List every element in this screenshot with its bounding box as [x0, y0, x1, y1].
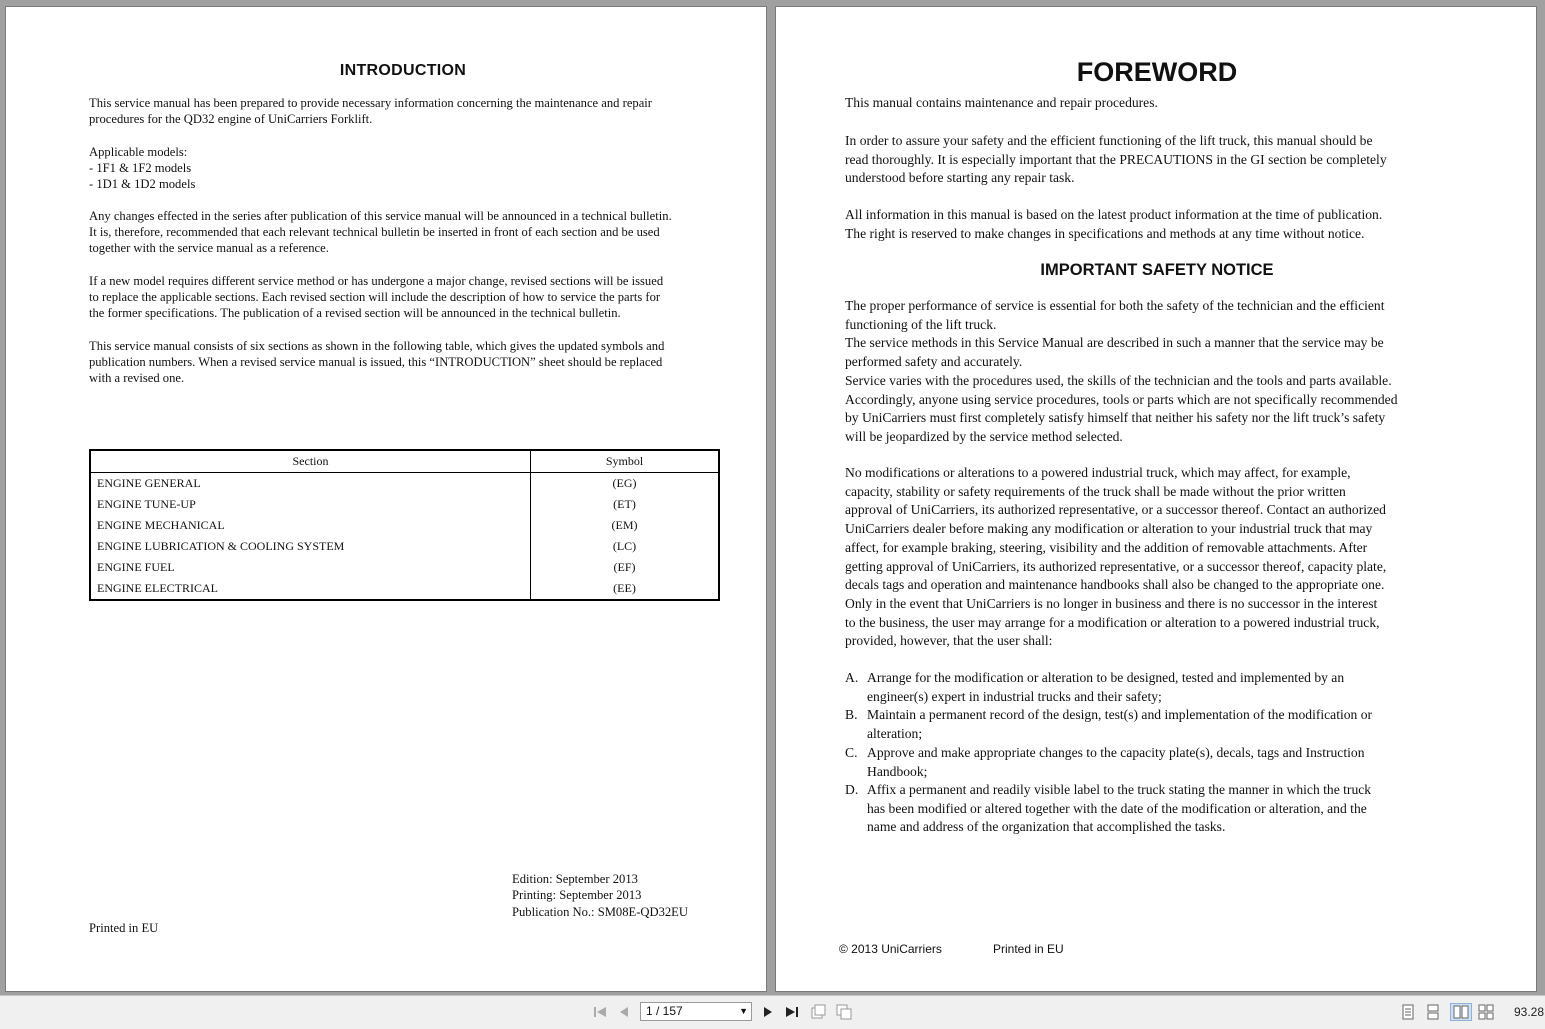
previous-page-icon[interactable]: [616, 1004, 632, 1020]
text-line: UniCarriers dealer before making any modification or alteration to your industrial truck that may: [845, 521, 1373, 537]
foreword-intro: This manual contains maintenance and repair procedures.: [845, 95, 1158, 110]
single-page-view-icon[interactable]: [1400, 1004, 1416, 1020]
publication-number: Publication No.: SM08E-QD32EU: [512, 904, 688, 919]
text-line: engineer(s) expert in industrial trucks and their safety;: [867, 688, 1162, 704]
text-line: together with the service manual as a reference.: [89, 241, 329, 256]
printed-in-right: Printed in EU: [993, 942, 1064, 956]
text-line: The service methods in this Service Manual are described in such a manner that the service may be: [845, 335, 1384, 351]
list-item: [845, 781, 1473, 837]
list-item: [845, 744, 1473, 781]
table-row: [90, 536, 719, 557]
previous-view-icon[interactable]: [810, 1004, 826, 1020]
text-line: Maintain a permanent record of the design, test(s) and implementation of the modification or: [867, 707, 1373, 722]
applicable-models: [89, 144, 719, 193]
edition: Edition: September 2013: [512, 872, 638, 886]
text-line: Only in the event that UniCarriers is no longer in business and there is no successor in the interest: [845, 595, 1378, 611]
zoom-level[interactable]: 93.28: [1514, 1005, 1545, 1019]
text-line: Service varies with the procedures used, the skills of the technician and the tools and parts available.: [845, 372, 1392, 388]
list-letter: A.: [845, 670, 859, 685]
text-line: Handbook;: [867, 763, 928, 779]
text-line: This service manual has been prepared to provide necessary information concerning the maintenance and repair: [89, 96, 652, 110]
intro-paragraph-1: [89, 95, 719, 127]
viewer-toolbar: [0, 995, 1545, 1029]
text-line: Approve and make appropriate changes to the capacity plate(s), decals, tags and Instruction: [867, 745, 1365, 760]
section-cell: ENGINE LUBRICATION & COOLING SYSTEM: [97, 539, 345, 553]
safety-notice-paragraph-1: [845, 297, 1473, 447]
last-page-icon[interactable]: [784, 1004, 800, 1020]
list-letter: D.: [845, 782, 859, 797]
text-line: It is, therefore, recommended that each relevant technical bulletin be inserted in front of each section and be used: [89, 225, 660, 240]
table-header-row: [90, 450, 719, 473]
text-line: All information in this manual is based on the latest product information at the time of publication.: [845, 207, 1383, 222]
copyright: © 2013 UniCarriers: [839, 942, 942, 956]
text-line: has been modified or altered together with the date of the modification or alteration, and the: [867, 800, 1367, 816]
text-line: performed safety and accurately.: [845, 354, 1023, 370]
page-left: [5, 6, 767, 992]
edition-info: [512, 871, 688, 920]
text-line: The proper performance of service is essential for both the safety of the technician and the efficient: [845, 298, 1385, 313]
list-letter: C.: [845, 745, 858, 760]
safety-notice-title: IMPORTANT SAFETY NOTICE: [1040, 261, 1274, 279]
printing: Printing: September 2013: [512, 888, 642, 903]
page-number-select[interactable]: [640, 1002, 752, 1021]
symbol-cell: (EE): [531, 578, 720, 600]
text-line: functioning of the lift truck.: [845, 316, 997, 332]
symbol-cell: (EG): [531, 473, 720, 495]
section-cell: ENGINE MECHANICAL: [97, 518, 225, 532]
text-line: decals tags and operation and maintenance handbooks shall also be changed to the appropriate one.: [845, 577, 1385, 593]
first-page-icon[interactable]: [592, 1004, 608, 1020]
section-cell: ENGINE FUEL: [97, 560, 175, 574]
continuous-view-icon[interactable]: [1425, 1004, 1441, 1020]
two-page-continuous-icon[interactable]: [1478, 1004, 1494, 1020]
next-view-icon[interactable]: [836, 1004, 852, 1020]
text-line: Any changes effected in the series after publication of this service manual will be announced in a technical bulletin.: [89, 209, 672, 223]
text-line: will be jeopardized by the service method selected.: [845, 428, 1123, 444]
page-title-foreword: FOREWORD: [1076, 57, 1238, 87]
text-line: capacity, stability or safety requirements of the truck shall be made without the prior written: [845, 483, 1346, 499]
list-item: [845, 669, 1473, 706]
text-line: getting approval of UniCarriers, its authorized representative, or a successor thereof, capacity plate,: [845, 558, 1387, 574]
text-line: - 1F1 & 1F2 models: [89, 161, 192, 176]
symbol-cell: (EM): [531, 515, 720, 536]
text-line: publication numbers. When a revised service manual is issued, this “INTRODUCTION” sheet should be replaced: [89, 355, 663, 370]
text-line: alteration;: [867, 725, 923, 741]
text-line: to the business, the user may arrange for a modification or alteration to a powered industrial truck,: [845, 614, 1380, 630]
text-line: If a new model requires different service method or has undergone a major change, revised sections will be issued: [89, 274, 664, 288]
text-line: No modifications or alterations to a powered industrial truck, which may affect, for example,: [845, 465, 1351, 480]
text-line: - 1D1 & 1D2 models: [89, 177, 196, 192]
text-line: affect, for example braking, steering, visibility and the addition of removable attachments. After: [845, 539, 1368, 555]
text-line: read thoroughly. It is especially important that the PRECAUTIONS in the GI section be completely: [845, 151, 1387, 167]
two-page-view-icon[interactable]: [1450, 1003, 1472, 1021]
intro-paragraph-3: [89, 208, 719, 257]
section-cell: ENGINE ELECTRICAL: [97, 581, 218, 595]
safety-notice-paragraph-2: [845, 464, 1473, 651]
foreword-safety-paragraph: [845, 132, 1473, 188]
table-row: [90, 473, 719, 495]
text-line: understood before starting any repair task.: [845, 170, 1075, 186]
page-title-introduction: INTRODUCTION: [339, 62, 467, 79]
text-line: with a revised one.: [89, 371, 185, 386]
symbol-cell: (LC): [531, 536, 720, 557]
printed-in-left: Printed in EU: [89, 921, 159, 935]
list-item: [845, 706, 1473, 743]
table-header-symbol: Symbol: [531, 450, 720, 473]
section-cell: ENGINE GENERAL: [97, 476, 201, 490]
text-line: Applicable models:: [89, 145, 188, 159]
list-letter: B.: [845, 707, 858, 722]
text-line: procedures for the QD32 engine of UniCarriers Forklift.: [89, 112, 373, 127]
text-line: to replace the applicable sections. Each revised section will include the description of how to service the parts for: [89, 290, 661, 305]
table-row: [90, 494, 719, 515]
text-line: name and address of the organization that accomplished the tasks.: [867, 819, 1226, 835]
symbol-cell: (EF): [531, 557, 720, 578]
table-row: [90, 515, 719, 536]
text-line: the former specifications. The publication of a revised section will be announced in the technical bulletin.: [89, 306, 621, 321]
table-row: [90, 557, 719, 578]
dropdown-arrow-icon: ▼: [739, 1006, 748, 1016]
text-line: Arrange for the modification or alteration to be designed, tested and implemented by an: [867, 670, 1345, 685]
page-right: [775, 6, 1537, 992]
table-header-section: Section: [90, 450, 531, 473]
text-line: The right is reserved to make changes in specifications and methods at any time without notice.: [845, 225, 1365, 241]
text-line: by UniCarriers must first completely satisfy himself that neither his safety nor the lift truck’s safety: [845, 410, 1386, 426]
text-line: approval of UniCarriers, its authorized representative, or a successor thereof. Contact an authorized: [845, 502, 1386, 518]
intro-paragraph-5: [89, 338, 719, 387]
text-line: In order to assure your safety and the efficient functioning of the lift truck, this manual should be: [845, 133, 1373, 148]
sections-table: [89, 449, 720, 601]
next-page-icon[interactable]: [760, 1004, 776, 1020]
text-line: Affix a permanent and readily visible label to the truck stating the manner in which the truck: [867, 782, 1372, 797]
text-line: Accordingly, anyone using service procedures, tools or parts which are not specifically recommended: [845, 391, 1398, 407]
intro-paragraph-4: [89, 273, 719, 322]
section-cell: ENGINE TUNE-UP: [97, 497, 196, 511]
symbol-cell: (ET): [531, 494, 720, 515]
text-line: This service manual consists of six sections as shown in the following table, which gives the updated symbols and: [89, 339, 665, 353]
foreword-info-paragraph: [845, 206, 1473, 243]
page-number-value: 1 / 157: [646, 1004, 683, 1018]
table-row: [90, 578, 719, 600]
text-line: provided, however, that the user shall:: [845, 633, 1053, 649]
